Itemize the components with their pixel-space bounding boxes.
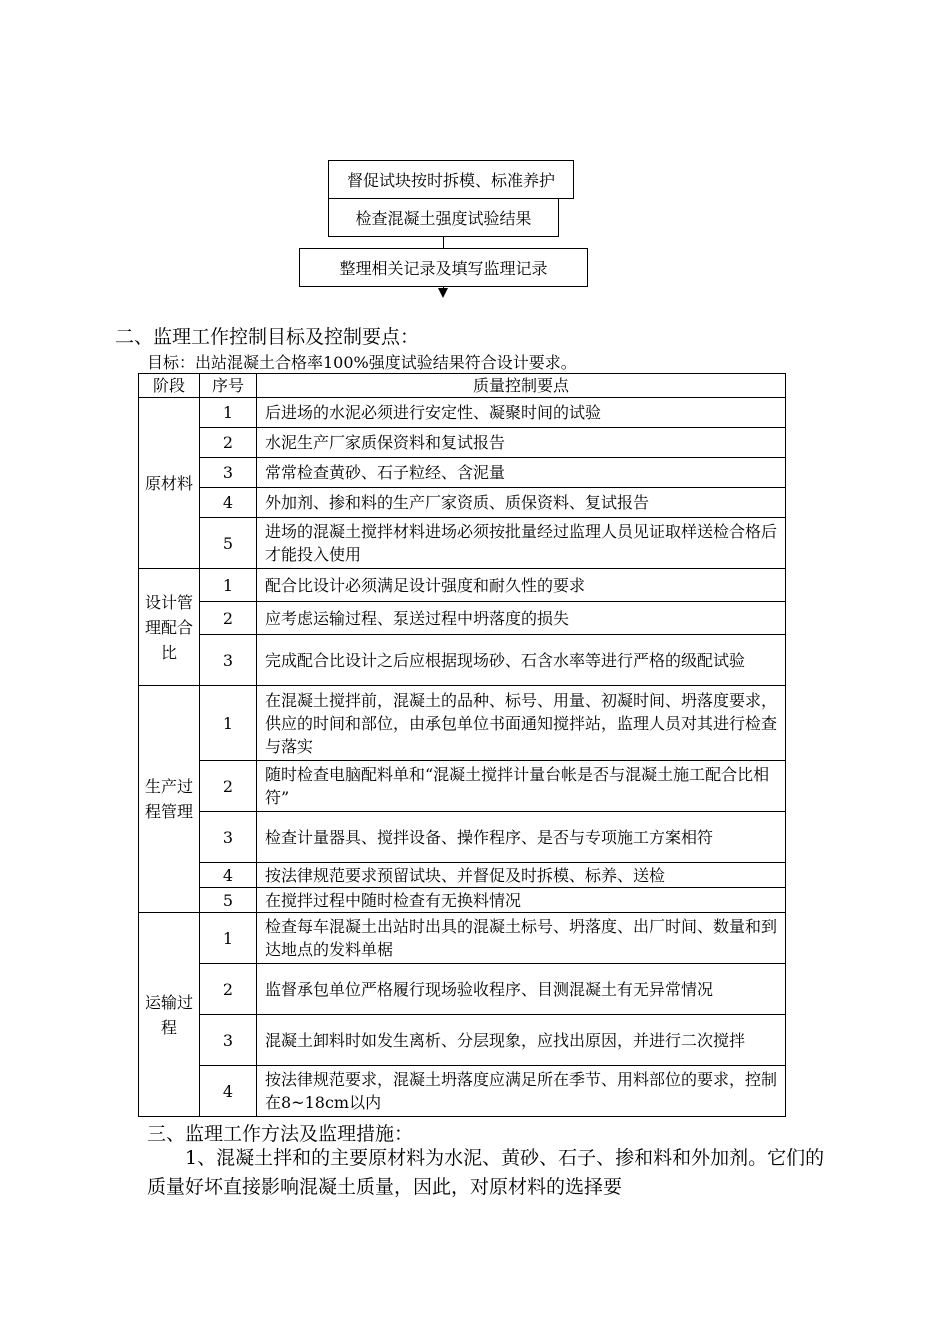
table-row bbox=[139, 488, 786, 518]
table-row bbox=[139, 761, 786, 812]
row-text: 后进场的水泥必须进行安定性、凝聚时间的试验 bbox=[257, 398, 786, 428]
row-text: 在混凝土搅拌前，混凝土的品种、标号、用量、初凝时间、坍落度要求，供应的时间和部位，由承包单位书面通知搅拌站，监理人员对其进行检查与落实 bbox=[257, 686, 786, 761]
flow-box-label: 督促试块按时拆模、标准养护 bbox=[346, 171, 555, 190]
table-row bbox=[139, 635, 786, 686]
row-number: 3 bbox=[200, 812, 257, 863]
row-text: 监督承包单位严格履行现场验收程序、目测混凝土有无异常情况 bbox=[257, 964, 786, 1015]
row-text: 随时检查电脑配料单和“混凝土搅拌计量台帐是否与混凝土施工配合比相符” bbox=[257, 761, 786, 812]
table-row bbox=[139, 964, 786, 1015]
row-number: 3 bbox=[200, 458, 257, 488]
row-number: 5 bbox=[200, 888, 257, 913]
row-number: 1 bbox=[200, 913, 257, 964]
row-number: 4 bbox=[200, 488, 257, 518]
stage-cell: 设计管理配合比 bbox=[139, 569, 200, 686]
row-text: 检查计量器具、搅拌设备、操作程序、是否与专项施工方案相符 bbox=[257, 812, 786, 863]
header-stage: 阶段 bbox=[139, 374, 200, 398]
flow-box-strength-test bbox=[328, 198, 559, 237]
table-row bbox=[139, 1066, 786, 1117]
row-text: 应考虑运输过程、泵送过程中坍落度的损失 bbox=[257, 602, 786, 635]
table-row bbox=[139, 888, 786, 913]
row-number: 3 bbox=[200, 1015, 257, 1066]
table-row bbox=[139, 428, 786, 458]
paragraph-text: 1、混凝土拌和的主要原材料为水泥、黄砂、石子、掺和料和外加剂。它们的质量好坏直接影响混凝土质量，因此，对原材料的选择要 bbox=[147, 1147, 825, 1198]
table-row bbox=[139, 812, 786, 863]
header-points: 质量控制要点 bbox=[257, 374, 786, 398]
row-number: 4 bbox=[200, 863, 257, 888]
flow-arrow-icon bbox=[438, 288, 448, 298]
flow-box-label: 检查混凝土强度试验结果 bbox=[355, 209, 532, 228]
row-number: 2 bbox=[200, 964, 257, 1015]
row-number: 5 bbox=[200, 518, 257, 569]
table-row bbox=[139, 398, 786, 428]
stage-cell: 运输过程 bbox=[139, 913, 200, 1117]
row-number: 1 bbox=[200, 569, 257, 602]
row-text: 在搅拌过程中随时检查有无换料情况 bbox=[257, 888, 786, 913]
row-number: 2 bbox=[200, 602, 257, 635]
row-number: 2 bbox=[200, 761, 257, 812]
table-row bbox=[139, 686, 786, 761]
body-paragraph bbox=[147, 1144, 837, 1202]
table-row bbox=[139, 569, 786, 602]
stage-cell: 生产过程管理 bbox=[139, 686, 200, 913]
row-number: 1 bbox=[200, 398, 257, 428]
row-text: 按法律规范要求预留试块、并督促及时拆模、标养、送检 bbox=[257, 863, 786, 888]
row-text: 检查每车混凝土出站时出具的混凝土标号、坍落度、出厂时间、数量和到达地点的发料单椐 bbox=[257, 913, 786, 964]
row-text: 混凝土卸料时如发生离析、分层现象，应找出原因，并进行二次搅拌 bbox=[257, 1015, 786, 1066]
row-number: 2 bbox=[200, 428, 257, 458]
quality-control-table bbox=[138, 373, 786, 1117]
table-row bbox=[139, 602, 786, 635]
section-heading-3: 三、监理工作方法及监理措施： bbox=[147, 1123, 414, 1145]
flow-box-records bbox=[299, 248, 588, 287]
row-number: 3 bbox=[200, 635, 257, 686]
table-header-row bbox=[139, 374, 786, 398]
flow-box-demold-curing bbox=[328, 160, 574, 199]
row-text: 配合比设计必须满足设计强度和耐久性的要求 bbox=[257, 569, 786, 602]
row-text: 外加剂、掺和料的生产厂家资质、质保资料、复试报告 bbox=[257, 488, 786, 518]
table-row bbox=[139, 518, 786, 569]
stage-cell: 原材料 bbox=[139, 398, 200, 569]
section-heading-2: 二、监理工作控制目标及控制要点： bbox=[115, 326, 420, 348]
goal-text: 目标：出站混凝土合格率100%强度试验结果符合设计要求。 bbox=[147, 353, 577, 372]
table-row bbox=[139, 863, 786, 888]
row-text: 水泥生产厂家质保资料和复试报告 bbox=[257, 428, 786, 458]
row-text: 常常检查黄砂、石子粒经、含泥量 bbox=[257, 458, 786, 488]
header-no: 序号 bbox=[200, 374, 257, 398]
row-number: 4 bbox=[200, 1066, 257, 1117]
row-text: 进场的混凝土搅拌材料进场必须按批量经过监理人员见证取样送检合格后才能投入使用 bbox=[257, 518, 786, 569]
flow-box-label: 整理相关记录及填写监理记录 bbox=[339, 259, 548, 278]
table-row bbox=[139, 458, 786, 488]
table-row bbox=[139, 1015, 786, 1066]
row-number: 1 bbox=[200, 686, 257, 761]
table-row bbox=[139, 913, 786, 964]
row-text: 按法律规范要求，混凝土坍落度应满足所在季节、用料部位的要求，控制在8~18cm以内 bbox=[257, 1066, 786, 1117]
row-text: 完成配合比设计之后应根据现场砂、石含水率等进行严格的级配试验 bbox=[257, 635, 786, 686]
